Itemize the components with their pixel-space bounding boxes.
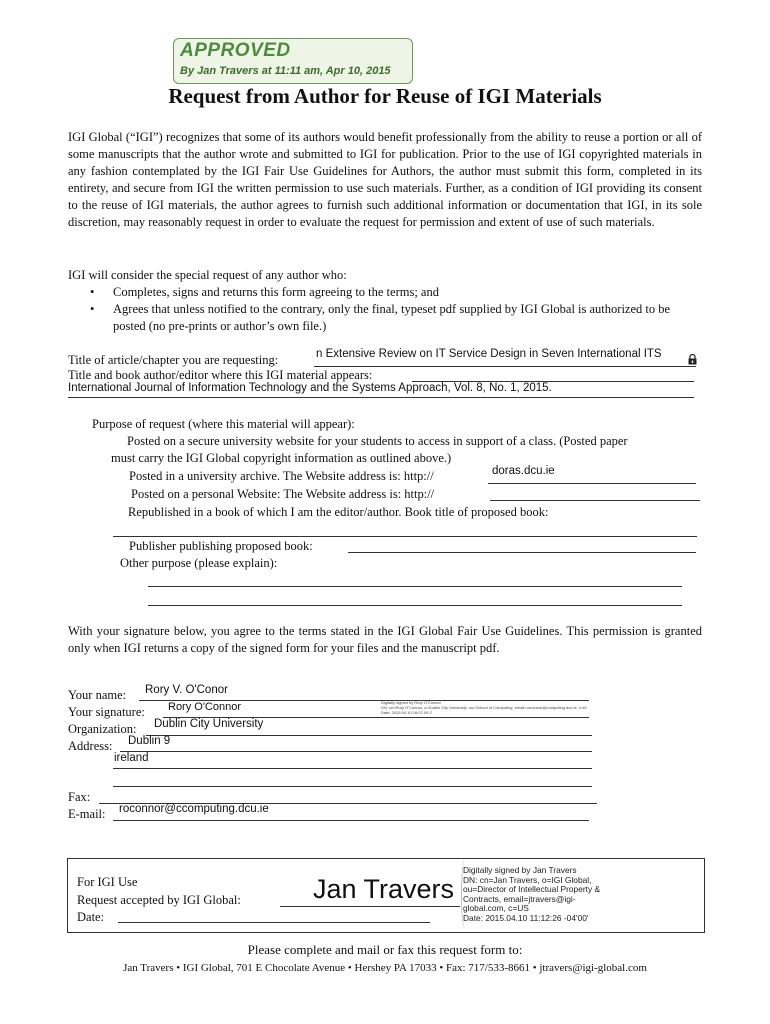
intro-paragraph: IGI Global (“IGI”) recognizes that some of its authors would benefit professionally from the ability to reuse a portion or all of some manuscripts that the author wrote and submitted to IGI for publication. Prior to the use of IGI copyrighted materials in any fashion contemplated by the IGI Fair Use Guidelines for Authors, the author must submit this form, completed in its entirety, and secure from IGI the written permission to use such materials. Further, as a condition of IGI providing its consent to the reuse of IGI materials, the author agrees to furnish such additional information or documentation that IGI, in its sole discretion, may reasonably request in order to evaluate the request for permission and extent of use of such materials. [68,130,702,229]
accepted-line [280,906,460,907]
footer-contact: Jan Travers • IGI Global, 701 E Chocolate Avenue • Hershey PA 17033 • Fax: 717/533-8661 • jtravers@igi-global.com [123,962,647,974]
name-label: Your name: [68,688,127,702]
footer-instruction: Please complete and mail or fax this request form to: [247,942,523,957]
address-field-2[interactable]: ireland [114,752,149,764]
sig-detail: Date: 2015.04.10 16:07:09 Z [381,710,432,715]
list-item: • Completes, signs and returns this form agreeing to the terms; and [68,284,702,301]
name-field[interactable]: Rory V. O'Conor [145,684,228,696]
signature-field[interactable]: Rory O'Connor [168,701,242,713]
stamp-subtitle: By Jan Travers at 11:11 am, Apr 10, 2015 [180,65,391,77]
sig-detail: global.com, c=US [463,903,529,914]
igi-digital-signature [463,866,600,924]
book-title-field[interactable]: International Journal of Information Technology and the Systems Approach, Vol. 8, No. 1, 2015. [68,382,552,394]
approved-stamp [173,38,413,84]
sig-detail: Digitally signed by Jan Travers [463,865,577,875]
sig-detail: ou=Director of Intellectual Property & [463,884,601,895]
other-purpose-label: Other purpose (please explain): [120,556,278,570]
sig-detail: Digitally signed by Rory O'Connor [381,700,441,705]
address-line-2 [113,768,592,769]
email-line [113,820,589,821]
email-field[interactable]: roconnor@ccomputing.dcu.ie [119,803,269,815]
sig-detail: DN: cn=Rory O'Connor, o=Dublin City University, ou=School of Computing, email=roconnor@computing.dcu.ie, c=IE [381,705,588,710]
purpose-option-class: Posted on a secure university website for your students to access in support of a class. (Posted paper [127,434,628,448]
date-label: Date: [77,910,105,924]
fax-label: Fax: [68,790,91,804]
publisher-label: Publisher publishing proposed book: [129,539,313,553]
accepted-label: Request accepted by IGI Global: [77,893,241,907]
organization-line [146,735,592,736]
author-digital-signature [381,700,591,715]
email-label: E-mail: [68,807,106,821]
address-label: Address: [68,739,113,753]
conditions-list [68,284,702,335]
other-purpose-line-2[interactable] [148,605,682,606]
organization-field[interactable]: Dublin City University [154,718,264,730]
archive-url-field[interactable]: doras.dcu.ie [492,465,555,477]
article-title-label: Title of article/chapter you are requesting: [68,353,279,367]
purpose-option-personal: Posted on a personal Website: The Website address is: http:// [131,487,435,501]
address-field-1[interactable]: Dublin 9 [128,735,171,747]
publisher-line[interactable] [348,552,696,553]
other-purpose-line-1[interactable] [148,586,682,587]
personal-url-line[interactable] [490,500,700,501]
page-title: Request from Author for Reuse of IGI Materials [168,84,602,108]
purpose-option-archive: Posted in a university archive. The Website address is: http:// [129,469,434,483]
address-line-3[interactable] [113,786,592,787]
signature-label: Your signature: [68,705,145,719]
article-title-field[interactable]: n Extensive Review on IT Service Design in Seven International ITS [316,348,662,360]
book-title-label: Title and book author/editor where this IGI material appears: [68,368,373,382]
sig-detail: Date: 2015.04.10 11:12:26 -04'00' [463,912,589,923]
book-title-line-2 [68,397,694,398]
agreement-text: With your signature below, you agree to the terms stated in the IGI Global Fair Use Guidelines. This permission is granted only when IGI returns a copy of the signed form for your files and the manuscript pdf. [68,624,702,655]
sig-detail: Contracts, email=jtravers@igi- [463,893,576,904]
purpose-option-book: Republished in a book of which I am the editor/author. Book title of proposed book: [128,505,549,519]
archive-url-line [488,483,696,484]
consider-heading: IGI will consider the special request of any author who: [68,268,347,282]
purpose-option-class-cont: must carry the IGI Global copyright information as outlined above.) [111,451,452,465]
list-item: • Agrees that unless notified to the contrary, only the final, typeset pdf supplied by IGI Global is authorized to be posted (no pre-prints or author’s own file.) [68,301,702,335]
date-line [118,922,430,923]
igi-use-heading: For IGI Use [77,875,138,889]
lock-icon [688,352,697,363]
sig-detail: DN: cn=Jan Travers, o=IGI Global, [463,874,592,885]
book-title-proposed-line[interactable] [113,536,697,537]
stamp-title: APPROVED [180,40,291,61]
address-line-1 [120,751,592,752]
organization-label: Organization: [68,722,137,736]
purpose-heading: Purpose of request (where this material will appear): [92,417,355,431]
igi-signer-signature[interactable]: Jan Travers [313,874,455,904]
